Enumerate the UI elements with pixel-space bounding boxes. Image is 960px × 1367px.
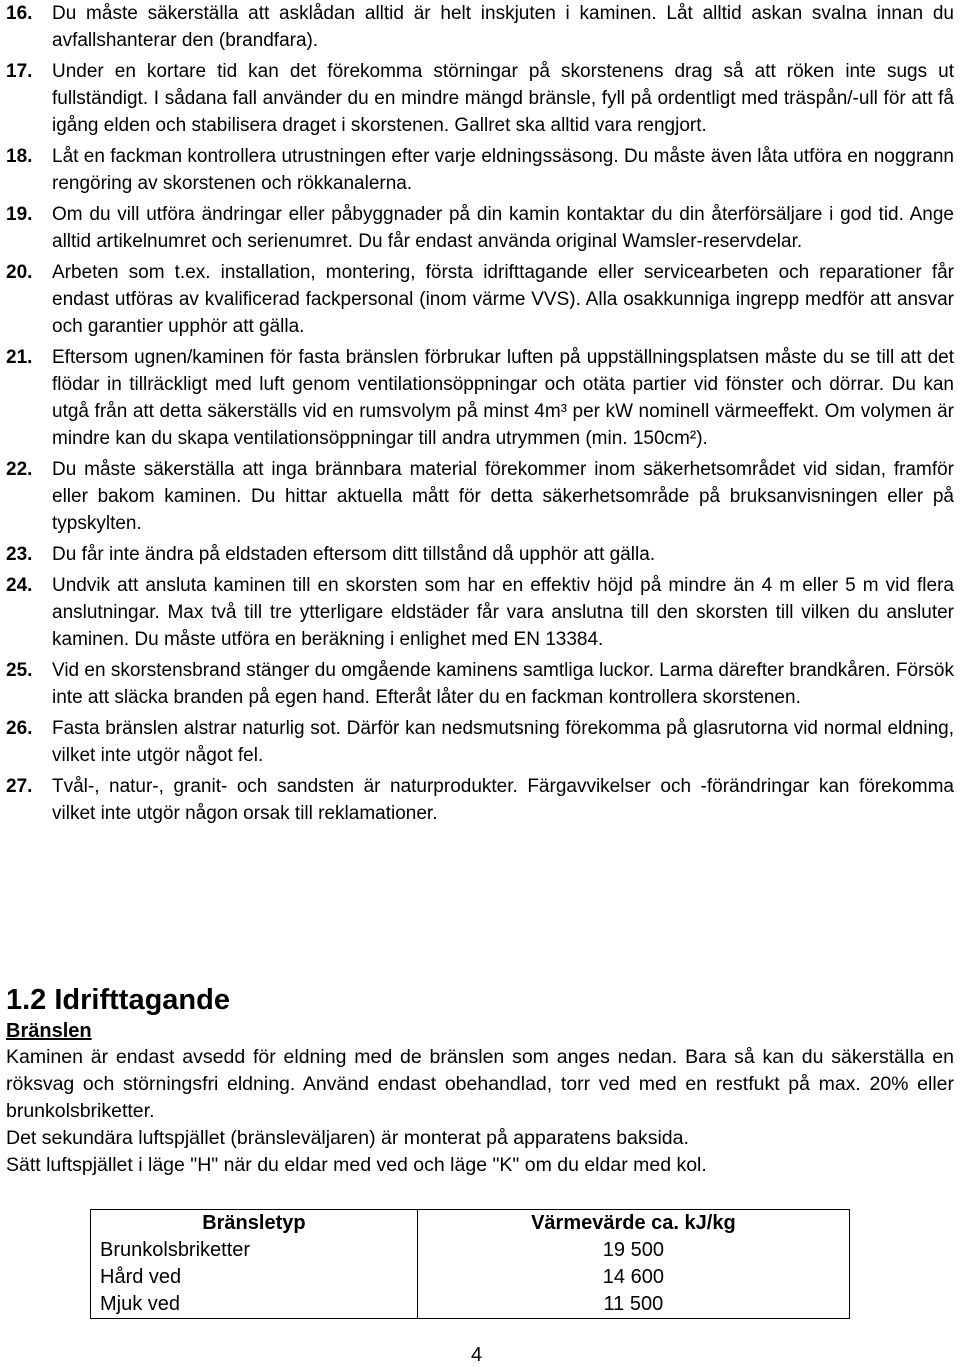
list-item — [6, 572, 954, 653]
list-item — [6, 259, 954, 340]
paragraph: Det sekundära luftspjället (bränsleväljaren) är monterat på apparatens baksida. — [6, 1127, 689, 1149]
table-header: Bränsletyp — [91, 1210, 418, 1238]
table-cell: Mjuk ved — [91, 1291, 418, 1319]
instruction-list — [6, 0, 954, 831]
item-number: 17. — [6, 61, 33, 82]
table-cell: 11 500 — [417, 1291, 849, 1319]
item-text: Undvik att ansluta kaminen till en skorsten som har en effektiv höjd på mindre än 4 m eller 5 m vid flera anslutningar. Max två till tre ytterligare eldstäder får vara anslutna till den skorsten till vilken du ansluter kaminen. Du måste utföra en beräkning i enlighet med EN 13384. — [52, 575, 954, 650]
list-item — [6, 201, 954, 255]
item-text: Du får inte ändra på eldstaden eftersom ditt tillstånd då upphör att gälla. — [52, 544, 656, 565]
paragraph: Kaminen är endast avsedd för eldning med de bränslen som anges nedan. Bara så kan du säkerställa en röksvag och störningsfri eldning. Använd endast obehandlad, torr ved med en restfukt på max. 20% eller brunkolsbriketter. — [6, 1046, 954, 1122]
item-text: Arbeten som t.ex. installation, montering, första idrifttagande eller servicearbeten och reparationer får endast utföras av kvalificerad fackpersonal (inom värme VVS). Alla osakkunniga ingrepp medför att ansvar och garantier upphör att gälla. — [52, 262, 954, 337]
list-item — [6, 715, 954, 769]
list-item — [6, 541, 954, 568]
table-header-row — [91, 1210, 850, 1238]
table-cell: 14 600 — [417, 1264, 849, 1291]
table-header: Värmevärde ca. kJ/kg — [417, 1210, 849, 1238]
item-number: 20. — [6, 262, 33, 283]
table-cell: 19 500 — [417, 1237, 849, 1264]
item-number: 22. — [6, 459, 33, 480]
table-row — [91, 1264, 850, 1291]
table-row — [91, 1237, 850, 1264]
section-heading: 1.2 Idrifttagande — [6, 984, 230, 1016]
table-row — [91, 1291, 850, 1319]
item-text: Under en kortare tid kan det förekomma störningar på skorstenens drag så att röken inte sugs ut fullständigt. I sådana fall använder du en mindre mängd bränsle, fyll på ordentligt med träspån/-ull för att få igång elden och stabilisera draget i skorstenen. Gallret ska alltid vara rengjort. — [52, 61, 954, 136]
item-text: Fasta bränslen alstrar naturlig sot. Därför kan nedsmutsning förekomma på glasrutorna vid normal eldning, vilket inte utgör något fel. — [52, 718, 954, 766]
list-item — [6, 456, 954, 537]
fuel-table — [90, 1209, 850, 1319]
item-number: 25. — [6, 660, 33, 681]
list-item — [6, 773, 954, 827]
item-number: 24. — [6, 575, 33, 596]
section-subheading: Bränslen — [6, 1020, 92, 1042]
section-body — [6, 1044, 954, 1179]
item-text: Tvål-, natur-, granit- och sandsten är naturprodukter. Färgavvikelser och -förändringar kan förekomma vilket inte utgör någon orsak till reklamationer. — [52, 776, 954, 824]
item-text: Om du vill utföra ändringar eller påbyggnader på din kamin kontaktar du din återförsäljare i god tid. Ange alltid artikelnumret och serienumret. Du får endast använda original Wamsler-reservdelar. — [52, 204, 954, 252]
item-number: 26. — [6, 718, 33, 739]
item-text: Du måste säkerställa att asklådan alltid är helt inskjuten i kaminen. Låt alltid askan svalna innan du avfallshanterar den (brandfara). — [52, 3, 954, 51]
item-text: Låt en fackman kontrollera utrustningen efter varje eldningssäsong. Du måste även låta utföra en noggrann rengöring av skorstenen och rökkanalerna. — [52, 146, 954, 194]
item-number: 19. — [6, 204, 33, 225]
table-cell: Brunkolsbriketter — [91, 1237, 418, 1264]
list-item — [6, 344, 954, 452]
item-number: 16. — [6, 3, 33, 24]
item-number: 27. — [6, 776, 33, 797]
item-text: Vid en skorstensbrand stänger du omgående kaminens samtliga luckor. Larma därefter brandkåren. Försök inte att släcka branden på egen hand. Efteråt låter du en fackman kontrollera skorstenen. — [52, 660, 954, 708]
list-item — [6, 58, 954, 139]
list-item — [6, 143, 954, 197]
table-cell: Hård ved — [91, 1264, 418, 1291]
item-text: Du måste säkerställa att inga brännbara material förekommer inom säkerhetsområdet vid sidan, framför eller bakom kaminen. Du hittar aktuella mått för detta säkerhetsområde på bruksanvisningen eller på typskylten. — [52, 459, 954, 534]
paragraph: Sätt luftspjället i läge "H" när du eldar med ved och läge "K" om du eldar med kol. — [6, 1154, 707, 1176]
item-number: 23. — [6, 544, 33, 565]
item-number: 18. — [6, 146, 33, 167]
page-number: 4 — [471, 1344, 483, 1366]
item-text: Eftersom ugnen/kaminen för fasta bränslen förbrukar luften på uppställningsplatsen måste du se till att det flödar in tillräckligt med luft genom ventilationsöppningar och otäta partier vid fönster och dörrar. Du kan utgå från att detta säkerställs vid en rumsvolym på minst 4m³ per kW nominell värmeeffekt. Om volymen är mindre kan du skapa ventilationsöppningar till andra utrymmen (min. 150cm²). — [52, 347, 954, 449]
item-number: 21. — [6, 347, 33, 368]
list-item — [6, 0, 954, 54]
list-item — [6, 657, 954, 711]
